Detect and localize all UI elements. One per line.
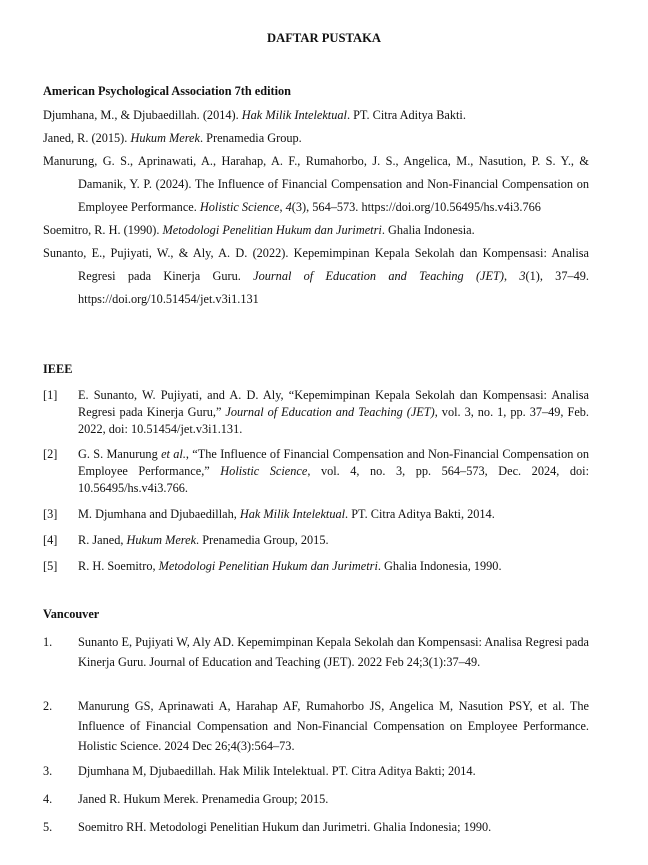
reference-text: G. S. Manurung et al., “The Influence of Financial Compensation and Non-Financial Compensation on Employee Performance,” Holistic Science, vol. 4, no. 3, pp. 564–573, Dec. 2024, doi: 10.56495/hs.v4i3.766.	[78, 447, 590, 495]
vancouver-reference-1	[43, 632, 589, 672]
ieee-heading: IEEE	[43, 362, 73, 376]
vancouver-reference-3	[43, 761, 589, 781]
reference-text: E. Sunanto, W. Pujiyati, and A. D. Aly, “Kepemimpinan Kepala Sekolah dan Kompensasi: Analisa Regresi pada Kinerja Guru,” Journal of Education and Teaching (JET), vol. 3, no. 1, pp. 37–49, Feb. 2022, doi: 10.51454/jet.v3i1.131.	[78, 388, 590, 436]
reference-number: [1]	[43, 388, 58, 402]
reference-number: [2]	[43, 447, 58, 461]
ieee-reference-5	[43, 558, 589, 575]
reference-number: 3.	[43, 764, 53, 778]
reference-text: Manurung GS, Aprinawati A, Harahap AF, Rumahorbo JS, Angelica M, Nasution PSY, et al. The Influence of Financial Compensation and Non-Financial Compensation on Employee Performance. Holistic Science. 2024 Dec 26;4(3):564–73.	[78, 699, 589, 753]
reference-text: R. H. Soemitro, Metodologi Penelitian Hukum dan Jurimetri. Ghalia Indonesia, 1990.	[78, 559, 502, 573]
apa-heading: American Psychological Association 7th edition	[43, 84, 291, 98]
reference-number: [3]	[43, 507, 58, 521]
ieee-reference-4	[43, 532, 589, 549]
reference-number: 5.	[43, 820, 53, 834]
reference-number: [4]	[43, 533, 58, 547]
ieee-reference-2	[43, 446, 589, 497]
apa-reference-1: Djumhana, M., & Djubaedillah. (2014). Hak Milik Intelektual. PT. Citra Aditya Bakti.	[43, 108, 466, 122]
apa-reference-5: Sunanto, E., Pujiyati, W., & Aly, A. D. (2022). Kepemimpinan Kepala Sekolah dan Kompensasi: Analisa Regresi pada Kinerja Guru. Journal of Education and Teaching (JET), 3(1), 37–49. https://doi.org/10.51454/jet.v3i1.131	[43, 246, 589, 306]
reference-number: [5]	[43, 559, 58, 573]
reference-text: R. Janed, Hukum Merek. Prenamedia Group, 2015.	[78, 533, 329, 547]
reference-number: 2.	[43, 699, 53, 713]
reference-number: 4.	[43, 792, 53, 806]
vancouver-reference-4	[43, 789, 589, 809]
page-title: DAFTAR PUSTAKA	[267, 31, 381, 45]
reference-number: 1.	[43, 635, 53, 649]
reference-text: Janed R. Hukum Merek. Prenamedia Group; 2015.	[78, 792, 329, 806]
apa-reference-3: Manurung, G. S., Aprinawati, A., Harahap, A. F., Rumahorbo, J. S., Angelica, M., Nasution, P. S. Y., & Damanik, Y. P. (2024). The Influence of Financial Compensation and Non-Financial Compensation on Employee Performance. Holistic Science, 4(3), 564–573. https://doi.org/10.56495/hs.v4i3.766	[43, 154, 589, 214]
reference-text: Soemitro RH. Metodologi Penelitian Hukum dan Jurimetri. Ghalia Indonesia; 1990.	[78, 820, 492, 834]
vancouver-reference-2	[43, 696, 589, 756]
reference-text: Djumhana M, Djubaedillah. Hak Milik Intelektual. PT. Citra Aditya Bakti; 2014.	[78, 764, 476, 778]
vancouver-reference-5	[43, 817, 589, 837]
apa-reference-2: Janed, R. (2015). Hukum Merek. Prenamedia Group.	[43, 131, 302, 145]
ieee-reference-3	[43, 506, 589, 523]
apa-reference-4: Soemitro, R. H. (1990). Metodologi Penelitian Hukum dan Jurimetri. Ghalia Indonesia.	[43, 223, 475, 237]
reference-text: M. Djumhana and Djubaedillah, Hak Milik Intelektual. PT. Citra Aditya Bakti, 2014.	[78, 507, 495, 521]
reference-text: Sunanto E, Pujiyati W, Aly AD. Kepemimpinan Kepala Sekolah dan Kompensasi: Analisa Regresi pada Kinerja Guru. Journal of Education and Teaching (JET). 2022 Feb 24;3(1):37–49.	[78, 635, 589, 669]
ieee-reference-1	[43, 387, 589, 438]
apa-reference-list	[43, 104, 589, 311]
vancouver-heading: Vancouver	[43, 607, 100, 621]
